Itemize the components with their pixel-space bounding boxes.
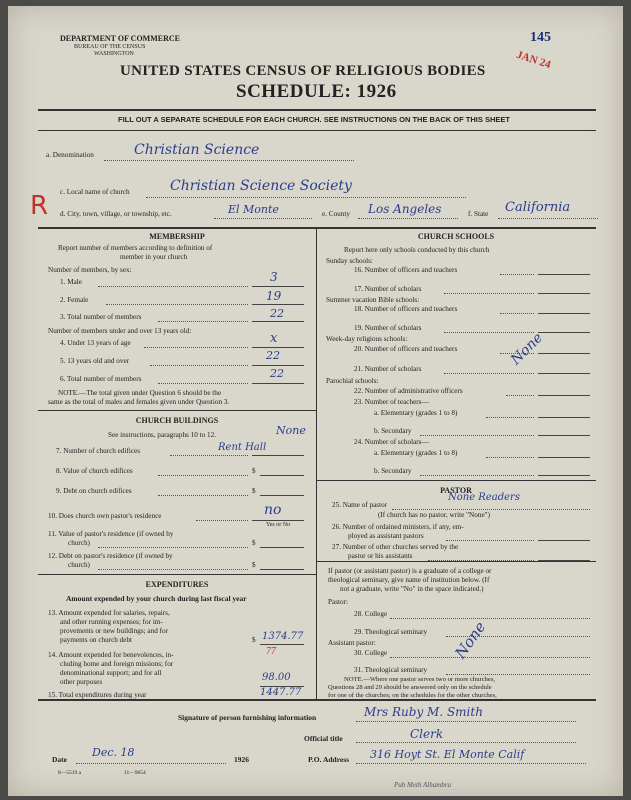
schools-title: CHURCH SCHOOLS (417, 232, 495, 241)
q14-label-3: denominational support; and for all (60, 669, 162, 677)
q9-dollar: $ (252, 487, 256, 495)
q14-label: 14. Amount expended for benevolences, in- (48, 651, 174, 659)
buildings-title: CHURCH BUILDINGS (135, 416, 219, 425)
summer-label: Summer vacation Bible schools: (326, 296, 420, 304)
city-value: El Monte (228, 203, 279, 216)
q13-label-2: and other running expenses; for im- (60, 618, 163, 626)
q17-label: 17. Number of scholars (354, 285, 422, 293)
dept-label: DEPARTMENT OF COMMERCE (60, 34, 181, 43)
q25-label: 25. Name of pastor (332, 501, 388, 509)
membership-intro-2: member in your church (120, 253, 188, 261)
bureau-label: BUREAU OF THE CENSUS (74, 44, 146, 50)
grad-instruction-3: not a graduate, write "No" in the space indicated.) (340, 585, 484, 593)
q5-value: 22 (266, 349, 280, 362)
q14-correction: 77 (266, 646, 276, 657)
asst-pastor-label: Assistant pastor: (328, 639, 376, 647)
q27-label: 27. Number of other churches served by the (332, 543, 459, 551)
schools-intro: Report here only schools conducted by this church (344, 246, 490, 254)
state-value: California (505, 200, 571, 215)
q23a-label: a. Elementary (grades 1 to 8) (374, 409, 458, 417)
grad-instruction-2: theological seminary, give name of institution below. (If (328, 576, 490, 584)
q29-label: 29. Theological seminary (354, 628, 428, 636)
q28-label: 28. College (354, 610, 388, 618)
separate-instruction: FILL OUT A SEPARATE SCHEDULE FOR EACH CHURCH. SEE INSTRUCTIONS ON THE BACK OF THIS SHEET (118, 115, 510, 124)
county-value: Los Angeles (368, 202, 442, 216)
q2-label: 2. Female (60, 296, 89, 304)
q27-label-2: pastor or his assistants (348, 552, 413, 560)
q13-value: 1374.77 (262, 631, 304, 642)
q10-value: no (264, 502, 282, 518)
denomination-label: a. Denomination (46, 151, 94, 159)
sunday-label: Sunday schools: (326, 257, 373, 265)
official-title-label: Official title (304, 734, 343, 743)
signature-label: Signature of person furnishing information (178, 713, 317, 722)
q3-value: 22 (270, 307, 284, 320)
pastor-note-3: for one of the churches; on the schedules for the other churches, (328, 692, 497, 699)
q12-dollar: $ (252, 561, 256, 569)
buildings-intro: See instructions, paragraphs 10 to 12. (108, 431, 216, 439)
q13-dollar: $ (252, 636, 256, 644)
stamp-number: 145 (530, 30, 551, 45)
local-name-value: Christian Science Society (170, 178, 352, 194)
q24a-label: a. Elementary (grades 1 to 8) (374, 449, 458, 457)
expenditures-intro: Amount expended by your church during last fiscal year (66, 594, 247, 603)
city-field-label: d. City, town, village, or township, etc. (60, 210, 172, 218)
q18-label: 18. Number of officers and teachers (354, 305, 458, 313)
q21-label: 21. Number of scholars (354, 365, 422, 373)
grad-instruction: If pastor (or assistant pastor) is a graduate of a college or (328, 567, 492, 575)
q11-label-2: church) (68, 539, 90, 547)
college-none: None (451, 618, 490, 662)
expenditures-title: EXPENDITURES (145, 580, 209, 589)
q26-label: 26. Number of ordained ministers, if any, em- (332, 523, 464, 531)
q23-label: 23. Number of teachers— (354, 398, 429, 406)
date-value: Dec. 18 (92, 746, 135, 759)
q24b-label: b. Secondary (374, 467, 412, 475)
q10-label: 10. Does church own pastor's residence (48, 512, 162, 520)
q5-label: 5. 13 years old and over (60, 357, 130, 365)
q1-value: 3 (270, 270, 278, 284)
form-title: UNITED STATES CENSUS OF RELIGIOUS BODIES (120, 63, 486, 79)
membership-title: MEMBERSHIP (149, 232, 205, 241)
q14-label-2: cluding home and foreign missions; for (60, 660, 174, 668)
state-label: f. State (468, 210, 489, 218)
received-stamp: JAN 24 (515, 48, 553, 72)
q8-dollar: $ (252, 467, 256, 475)
q9-label: 9. Debt on church edifices (56, 487, 132, 495)
membership-note-2: same as the total of males and females given under Question 3. (48, 398, 230, 406)
q15-value: 1447.77 (260, 687, 302, 698)
q31-label: 31. Theological seminary (354, 666, 428, 674)
age-label: Number of members under and over 13 years old: (48, 327, 192, 335)
pastor-sub-label: Pastor: (328, 598, 348, 606)
q13-label-3: provements or new buildings; and for (60, 627, 168, 635)
bysex-label: Number of members, by sex: (48, 266, 132, 274)
city-label: WASHINGTON (94, 51, 134, 57)
q25-value: None Readers (448, 492, 520, 503)
q6-label: 6. Total number of members (60, 375, 142, 383)
yes-no-hint: Yes or No (266, 522, 291, 528)
bottom-note: Pub Meth Alhambra (394, 781, 452, 789)
schedule-title: SCHEDULE: 1926 (236, 81, 397, 102)
q12-label-2: church) (68, 561, 90, 569)
q20-label: 20. Number of officers and teachers (354, 345, 458, 353)
q15-label: 15. Total expenditures during year (48, 691, 147, 699)
schools-none: None (507, 329, 547, 369)
q26-label-2: ployed as assistant pastors (348, 532, 424, 540)
denomination-value: Christian Science (134, 142, 260, 158)
po-address-label: P.O. Address (308, 755, 350, 764)
q11-label: 11. Value of pastor's residence (if owned by (48, 530, 174, 538)
q13-label-4: payments on church debt (60, 636, 133, 644)
membership-note: NOTE.—The total given under Question 6 should be the (58, 389, 222, 397)
q25-note: (If church has no pastor, write "None") (378, 511, 490, 519)
pastor-note: NOTE.—Where one pastor serves two or more churches, (344, 676, 496, 683)
q12-label: 12. Debt on pastor's residence (if owned by (48, 552, 173, 560)
official-title-value: Clerk (410, 727, 444, 741)
q4-value: x (270, 331, 278, 346)
q7-value: Rent Hall (218, 442, 267, 453)
po-address-value: 316 Hoyt St. El Monte Calif (370, 748, 525, 761)
q6-value: 22 (270, 367, 284, 380)
q23b-label: b. Secondary (374, 427, 412, 435)
pastor-title: PASTOR (440, 486, 472, 495)
pastor-note-2: Questions 28 and 29 should be answered only on the schedule (328, 684, 492, 691)
q7-label: 7. Number of church edifices (56, 447, 141, 455)
membership-intro: Report number of members according to definition of (58, 244, 213, 252)
q13-label: 13. Amount expended for salaries, repairs, (48, 609, 170, 617)
q22-label: 22. Number of administrative officers (354, 387, 463, 395)
q2-value: 19 (266, 289, 282, 303)
signature-value: Mrs Ruby M. Smith (364, 705, 483, 719)
q8-label: 8. Value of church edifices (56, 467, 133, 475)
census-form (8, 6, 623, 796)
q11-dollar: $ (252, 539, 256, 547)
q24-label: 24. Number of scholars— (354, 438, 429, 446)
local-name-label: c. Local name of church (60, 188, 130, 196)
q1-label: 1. Male (60, 278, 82, 286)
weekday-label: Week-day religious schools: (326, 335, 408, 343)
q4-label: 4. Under 13 years of age (60, 339, 131, 347)
q14-value: 98.00 (262, 672, 291, 683)
q3-label: 3. Total number of members (60, 313, 142, 321)
buildings-none: None (276, 424, 306, 437)
q14-label-4: other purposes (60, 678, 103, 686)
county-label: e. County (322, 210, 350, 218)
q19-label: 19. Number of scholars (354, 324, 422, 332)
r-mark: R (30, 191, 49, 221)
date-label: Date (52, 755, 67, 764)
year-label: 1926 (234, 755, 249, 764)
form-number-2: 11—9654 (124, 770, 146, 776)
parochial-label: Parochial schools: (326, 377, 379, 385)
form-number: 8—5519 a (58, 770, 82, 776)
q30-label: 30. College (354, 649, 388, 657)
q16-label: 16. Number of officers and teachers (354, 266, 458, 274)
